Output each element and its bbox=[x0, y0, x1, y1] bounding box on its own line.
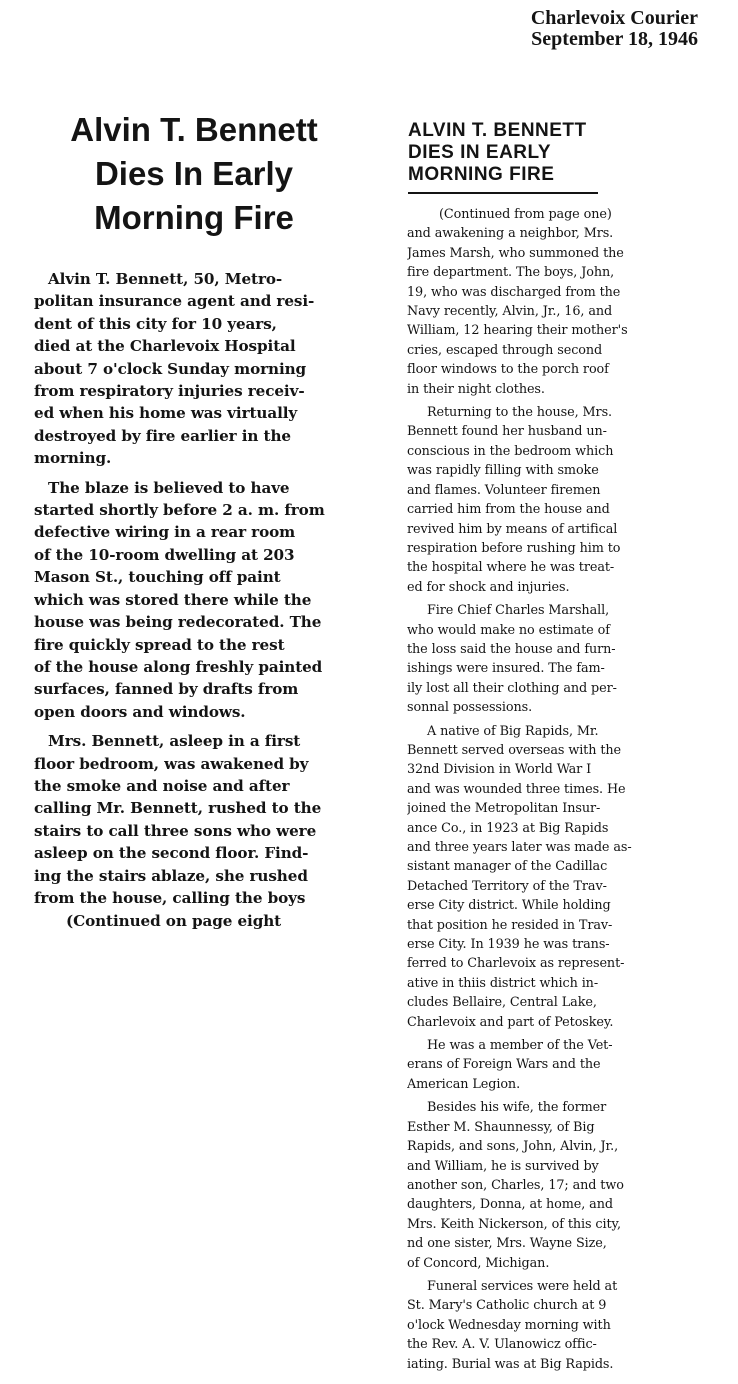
article-line: Mrs. Keith Nickerson, of this city, bbox=[407, 1216, 621, 1232]
article-paragraph bbox=[407, 1036, 723, 1094]
article-paragraph bbox=[407, 403, 723, 597]
article-line: floor windows to the porch roof bbox=[407, 362, 609, 378]
article-line: 19, who was discharged from the bbox=[407, 284, 621, 300]
article-line: erans of Foreign Wars and the bbox=[407, 1057, 601, 1073]
article-line: A native of Big Rapids, Mr. bbox=[427, 723, 599, 739]
article-paragraph bbox=[407, 1098, 723, 1273]
article-line: Detached Territory of the Trav- bbox=[407, 878, 607, 894]
right-headline bbox=[408, 120, 708, 186]
article-line: of Concord, Michigan. bbox=[407, 1255, 550, 1271]
article-line: floor bedroom, was awakened by bbox=[34, 754, 309, 773]
article-line: was rapidly filling with smoke bbox=[407, 463, 599, 479]
article-line: Rapids, and sons, John, Alvin, Jr., bbox=[407, 1139, 619, 1155]
article-line: James Marsh, who summoned the bbox=[407, 245, 624, 261]
masthead-date: September 18, 1946 bbox=[531, 28, 698, 50]
article-line: o'lock Wednesday morning with bbox=[407, 1317, 611, 1333]
article-line: and flames. Volunteer firemen bbox=[407, 482, 601, 498]
article-paragraph bbox=[407, 722, 723, 1033]
article-line: from the house, calling the boys bbox=[34, 888, 306, 907]
article-line: American Legion. bbox=[407, 1076, 521, 1092]
article-line: about 7 o'clock Sunday morning bbox=[34, 359, 307, 378]
article-line: ance Co., in 1923 at Big Rapids bbox=[407, 820, 609, 836]
masthead-paper-name: Charlevoix Courier bbox=[530, 7, 698, 29]
article-line: calling Mr. Bennett, rushed to the bbox=[34, 799, 322, 818]
article-line: and three years later was made as- bbox=[407, 840, 632, 855]
left-headline-line: Morning Fire bbox=[94, 199, 294, 236]
article-line: He was a member of the Vet- bbox=[427, 1038, 613, 1054]
article-line: The blaze is believed to have bbox=[48, 478, 290, 497]
article-line: which was stored there while the bbox=[34, 590, 312, 609]
article-line: stairs to call three sons who were bbox=[34, 821, 317, 840]
article-line: sistant manager of the Cadillac bbox=[407, 859, 608, 875]
continued-on-note: (Continued on page eight bbox=[66, 912, 282, 931]
article-line: house was being redecorated. The bbox=[34, 613, 322, 632]
article-line: ed when his home was virtually bbox=[34, 404, 298, 423]
article-line: started shortly before 2 a. m. from bbox=[34, 501, 325, 520]
article-line: ishings were insured. The fam- bbox=[407, 661, 605, 677]
article-line: Alvin T. Bennett, 50, Metro- bbox=[48, 270, 283, 288]
article-line: William, 12 hearing their mother's bbox=[407, 323, 628, 339]
article-line: conscious in the bedroom which bbox=[407, 443, 614, 459]
article-line: surfaces, fanned by drafts from bbox=[34, 680, 299, 699]
article-line: respiration before rushing him to bbox=[407, 540, 621, 556]
article-line: Navy recently, Alvin, Jr., 16, and bbox=[407, 304, 613, 320]
article-paragraph bbox=[34, 268, 370, 470]
article-line: from respiratory injuries receiv- bbox=[34, 382, 305, 401]
article-line: 32nd Division in World War I bbox=[407, 762, 592, 778]
article-line: Mason St., touching off paint bbox=[34, 568, 281, 587]
article-line: defective wiring in a rear room bbox=[34, 523, 296, 542]
article-line: Bennett found her husband un- bbox=[407, 424, 607, 440]
masthead bbox=[438, 8, 698, 50]
article-line: sonnal possessions. bbox=[407, 700, 533, 716]
right-headline-line: DIES IN EARLY bbox=[408, 142, 552, 163]
article-line: daughters, Donna, at home, and bbox=[407, 1197, 613, 1213]
article-line: ative in thiis district which in- bbox=[407, 975, 599, 991]
article-line: politan insurance agent and resi- bbox=[34, 292, 315, 311]
article-line: Fire Chief Charles Marshall, bbox=[427, 603, 610, 619]
article-line: who would make no estimate of bbox=[407, 622, 610, 638]
article-line: St. Mary's Catholic church at 9 bbox=[407, 1298, 607, 1314]
article-line: ferred to Charlevoix as represent- bbox=[407, 956, 625, 972]
article-line: dent of this city for 10 years, bbox=[34, 314, 277, 333]
headline-rule bbox=[408, 192, 598, 194]
left-column-article bbox=[34, 268, 370, 933]
article-line: Mrs. Bennett, asleep in a first bbox=[48, 732, 301, 751]
article-line: fire quickly spread to the rest bbox=[34, 635, 285, 654]
article-line: ing the stairs ablaze, she rushed bbox=[34, 866, 308, 885]
article-line: died at the Charlevoix Hospital bbox=[34, 337, 296, 356]
article-paragraph bbox=[34, 477, 370, 723]
article-line: joined the Metropolitan Insur- bbox=[407, 801, 601, 817]
article-line: and was wounded three times. He bbox=[407, 781, 626, 797]
article-line: cries, escaped through second bbox=[407, 342, 603, 358]
article-line: ed for shock and injuries. bbox=[407, 579, 570, 595]
article-line: Besides his wife, the former bbox=[427, 1100, 607, 1116]
left-headline-line: Alvin T. Bennett bbox=[70, 111, 318, 148]
article-line: carried him from the house and bbox=[407, 502, 610, 518]
article-line: and awakening a neighbor, Mrs. bbox=[407, 226, 614, 242]
article-line: the loss said the house and furn- bbox=[407, 641, 616, 657]
right-column-article bbox=[407, 205, 723, 1378]
left-headline-line: Dies In Early bbox=[94, 155, 294, 192]
article-line: ily lost all their clothing and per- bbox=[407, 680, 617, 696]
article-line: Charlevoix and part of Petoskey. bbox=[407, 1014, 614, 1030]
article-line: Funeral services were held at bbox=[427, 1278, 618, 1294]
article-line: the Rev. A. V. Ulanowicz offic- bbox=[407, 1337, 597, 1353]
article-line: nd one sister, Mrs. Wayne Size, bbox=[407, 1236, 607, 1252]
article-line: fire department. The boys, John, bbox=[407, 265, 615, 281]
article-line: destroyed by fire earlier in the bbox=[34, 426, 291, 445]
article-line: open doors and windows. bbox=[34, 702, 246, 721]
article-line: Returning to the house, Mrs. bbox=[427, 405, 613, 421]
article-line: erse City. In 1939 he was trans- bbox=[407, 937, 610, 953]
article-paragraph bbox=[407, 1277, 723, 1374]
article-line: morning. bbox=[34, 449, 112, 468]
article-line: the hospital where he was treat- bbox=[407, 560, 615, 576]
article-line: cludes Bellaire, Central Lake, bbox=[407, 995, 597, 1011]
article-line: in their night clothes. bbox=[407, 381, 545, 397]
article-line: of the house along freshly painted bbox=[34, 657, 323, 676]
left-headline bbox=[24, 108, 364, 240]
article-line: the smoke and noise and after bbox=[34, 776, 290, 795]
article-line: asleep on the second floor. Find- bbox=[34, 844, 309, 863]
right-headline-line: ALVIN T. BENNETT bbox=[408, 120, 587, 141]
article-line: Bennett served overseas with the bbox=[407, 742, 621, 758]
article-line: that position he resided in Trav- bbox=[407, 917, 613, 933]
article-line: revived him by means of artifical bbox=[407, 521, 618, 537]
article-line: of the 10-room dwelling at 203 bbox=[34, 545, 295, 564]
continued-from-note: (Continued from page one) bbox=[439, 207, 612, 222]
article-paragraph bbox=[34, 730, 370, 909]
right-headline-line: MORNING FIRE bbox=[408, 164, 555, 185]
article-line: iating. Burial was at Big Rapids. bbox=[407, 1356, 614, 1372]
article-line: another son, Charles, 17; and two bbox=[407, 1177, 624, 1193]
article-line: erse City district. While holding bbox=[407, 898, 611, 914]
article-paragraph bbox=[407, 224, 723, 399]
article-line: Esther M. Shaunnessy, of Big bbox=[407, 1119, 595, 1135]
article-line: and William, he is survived by bbox=[407, 1158, 599, 1174]
article-paragraph bbox=[407, 601, 723, 717]
